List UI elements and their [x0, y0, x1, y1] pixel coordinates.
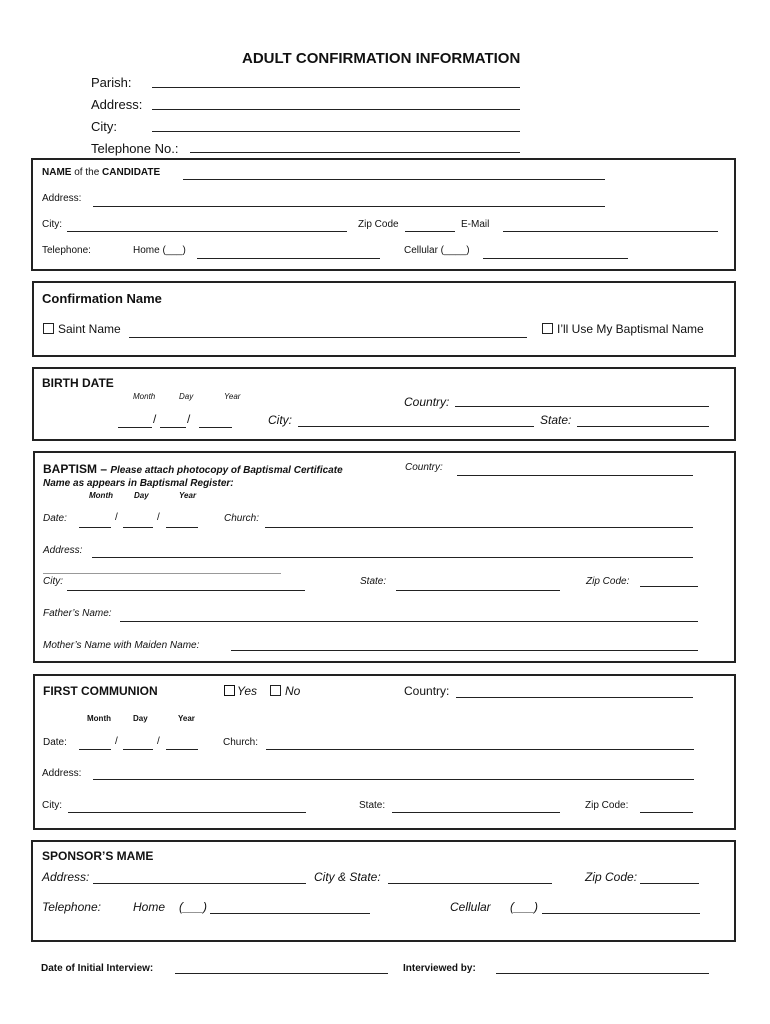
candidate-zip-label: Zip Code	[358, 219, 399, 230]
communion-country-field[interactable]	[456, 697, 693, 698]
baptism-register-label: Name as appears in Baptismal Register:	[43, 478, 234, 489]
birth-city-label: City:	[268, 413, 292, 427]
baptism-year-caption: Year	[179, 491, 197, 500]
saint-name-field[interactable]	[129, 337, 527, 338]
candidate-name-field[interactable]	[183, 179, 605, 180]
candidate-home-field[interactable]	[197, 258, 380, 259]
baptism-date-separator-1: /	[115, 512, 118, 523]
birth-year-caption: Year	[224, 392, 241, 401]
birth-day-caption: Day	[179, 392, 194, 401]
birth-state-field[interactable]	[577, 426, 709, 427]
communion-date-separator-2: /	[157, 736, 160, 747]
sponsor-home-paren: (___)	[179, 900, 208, 914]
communion-state-field[interactable]	[392, 812, 560, 813]
candidate-cellular-field[interactable]	[483, 258, 628, 259]
confirmation-heading: Confirmation Name	[42, 291, 162, 306]
communion-day-caption: Day	[133, 714, 148, 723]
interview-date-label: Date of Initial Interview:	[41, 963, 154, 974]
header-city-label: City:	[91, 119, 117, 134]
header-address-field[interactable]	[152, 109, 520, 110]
communion-date-separator-1: /	[115, 736, 118, 747]
sponsor-home-field[interactable]	[210, 913, 370, 914]
page-title: ADULT CONFIRMATION INFORMATION	[242, 50, 521, 67]
communion-address-label: Address:	[42, 768, 82, 779]
sponsor-cellular-field[interactable]	[542, 913, 700, 914]
birth-date-separator-2: /	[187, 412, 191, 426]
communion-city-field[interactable]	[68, 812, 306, 813]
communion-yes-checkbox[interactable]	[224, 685, 235, 696]
communion-date-label: Date:	[43, 737, 67, 748]
baptism-date-separator-2: /	[157, 512, 160, 523]
interviewed-by-field[interactable]	[496, 973, 709, 974]
communion-church-label: Church:	[223, 737, 259, 748]
sponsor-cellular-label: Cellular	[450, 900, 491, 914]
saint-name-checkbox[interactable]	[43, 323, 54, 334]
sponsor-cell-paren: (___)	[510, 900, 539, 914]
communion-yes-option[interactable]	[224, 684, 257, 698]
baptismal-name-option[interactable]	[542, 322, 704, 336]
baptism-month-caption: Month	[89, 491, 113, 500]
birth-month-caption: Month	[133, 392, 156, 401]
communion-heading: FIRST COMMUNION	[43, 684, 158, 698]
birth-city-field[interactable]	[298, 426, 534, 427]
baptism-state-label: State:	[360, 576, 387, 587]
candidate-address-label: Address:	[42, 193, 82, 204]
communion-church-field[interactable]	[266, 749, 694, 750]
candidate-email-field[interactable]	[503, 231, 718, 232]
communion-yes-label: Yes	[237, 684, 258, 698]
communion-day-field[interactable]	[123, 749, 153, 750]
sponsor-address-field[interactable]	[93, 883, 306, 884]
candidate-cellular-label: Cellular (____)	[404, 245, 470, 256]
sponsor-zip-label: Zip Code:	[585, 870, 638, 884]
baptism-zip-field[interactable]	[640, 586, 698, 587]
birth-section	[32, 367, 736, 441]
sponsor-city-state-label: City & State:	[314, 870, 381, 884]
header-city-field[interactable]	[152, 131, 520, 132]
baptism-country-field[interactable]	[457, 475, 693, 476]
baptism-heading: BAPTISM – Please attach photocopy of Baptismal Certificate	[43, 462, 343, 476]
candidate-zip-field[interactable]	[405, 231, 455, 232]
communion-no-option[interactable]	[270, 684, 300, 698]
candidate-email-label: E-Mail	[461, 219, 490, 230]
saint-name-option[interactable]	[43, 322, 121, 336]
candidate-city-label: City:	[42, 219, 62, 230]
birth-heading: BIRTH DATE	[42, 376, 114, 390]
sponsor-telephone-label: Telephone:	[42, 900, 101, 914]
baptism-address-label: Address:	[43, 545, 83, 556]
baptismal-name-checkbox[interactable]	[542, 323, 553, 334]
divider	[43, 573, 281, 574]
baptism-date-label: Date:	[43, 513, 67, 524]
baptism-city-field[interactable]	[67, 590, 305, 591]
baptism-address-field[interactable]	[92, 557, 693, 558]
interview-date-field[interactable]	[175, 973, 388, 974]
baptismal-name-label: I’ll Use My Baptismal Name	[557, 322, 704, 336]
birth-day-field[interactable]	[160, 427, 186, 428]
communion-address-field[interactable]	[93, 779, 694, 780]
sponsor-address-label: Address:	[42, 870, 90, 884]
birth-country-label: Country:	[404, 395, 450, 409]
communion-state-label: State:	[359, 800, 386, 811]
candidate-address-field[interactable]	[93, 206, 605, 207]
baptism-city-label: City:	[43, 576, 63, 587]
father-name-label: Father’s Name:	[43, 608, 112, 619]
parish-field[interactable]	[152, 87, 520, 88]
communion-no-label: No	[285, 684, 301, 698]
candidate-name-label: NAME of the CANDIDATE	[42, 167, 161, 178]
birth-state-label: State:	[540, 413, 572, 427]
header-telephone-field[interactable]	[190, 152, 520, 153]
header-address-label: Address:	[91, 97, 143, 112]
saint-name-label: Saint Name	[58, 322, 121, 336]
baptism-church-label: Church:	[224, 513, 260, 524]
baptism-day-caption: Day	[134, 491, 149, 500]
birth-month-field[interactable]	[118, 427, 152, 428]
father-name-field[interactable]	[120, 621, 698, 622]
communion-month-caption: Month	[87, 714, 111, 723]
parish-label: Parish:	[91, 75, 132, 90]
birth-date-separator-1: /	[153, 412, 157, 426]
candidate-home-label: Home (___)	[133, 245, 186, 256]
sponsor-zip-field[interactable]	[640, 883, 699, 884]
interviewed-by-label: Interviewed by:	[403, 963, 476, 974]
candidate-telephone-label: Telephone:	[42, 245, 91, 256]
baptism-church-field[interactable]	[265, 527, 693, 528]
candidate-city-field[interactable]	[67, 231, 347, 232]
birth-country-field[interactable]	[455, 406, 709, 407]
baptism-zip-label: Zip Code:	[586, 576, 630, 587]
header-telephone-label: Telephone No.:	[91, 141, 179, 156]
sponsor-city-state-field[interactable]	[388, 883, 552, 884]
sponsor-home-label: Home	[133, 900, 166, 914]
sponsor-heading: SPONSOR’S MAME	[42, 849, 154, 863]
communion-country-label: Country:	[404, 684, 450, 698]
communion-year-field[interactable]	[166, 749, 198, 750]
birth-year-field[interactable]	[199, 427, 232, 428]
mother-name-label: Mother’s Name with Maiden Name:	[43, 640, 200, 651]
communion-month-field[interactable]	[79, 749, 111, 750]
communion-no-checkbox[interactable]	[270, 685, 281, 696]
baptism-day-field[interactable]	[123, 527, 153, 528]
baptism-state-field[interactable]	[396, 590, 560, 591]
communion-zip-field[interactable]	[640, 812, 693, 813]
communion-city-label: City:	[42, 800, 62, 811]
mother-name-field[interactable]	[231, 650, 698, 651]
communion-zip-label: Zip Code:	[585, 800, 629, 811]
communion-year-caption: Year	[178, 714, 195, 723]
baptism-month-field[interactable]	[79, 527, 111, 528]
baptism-year-field[interactable]	[166, 527, 198, 528]
baptism-country-label: Country:	[405, 462, 443, 473]
